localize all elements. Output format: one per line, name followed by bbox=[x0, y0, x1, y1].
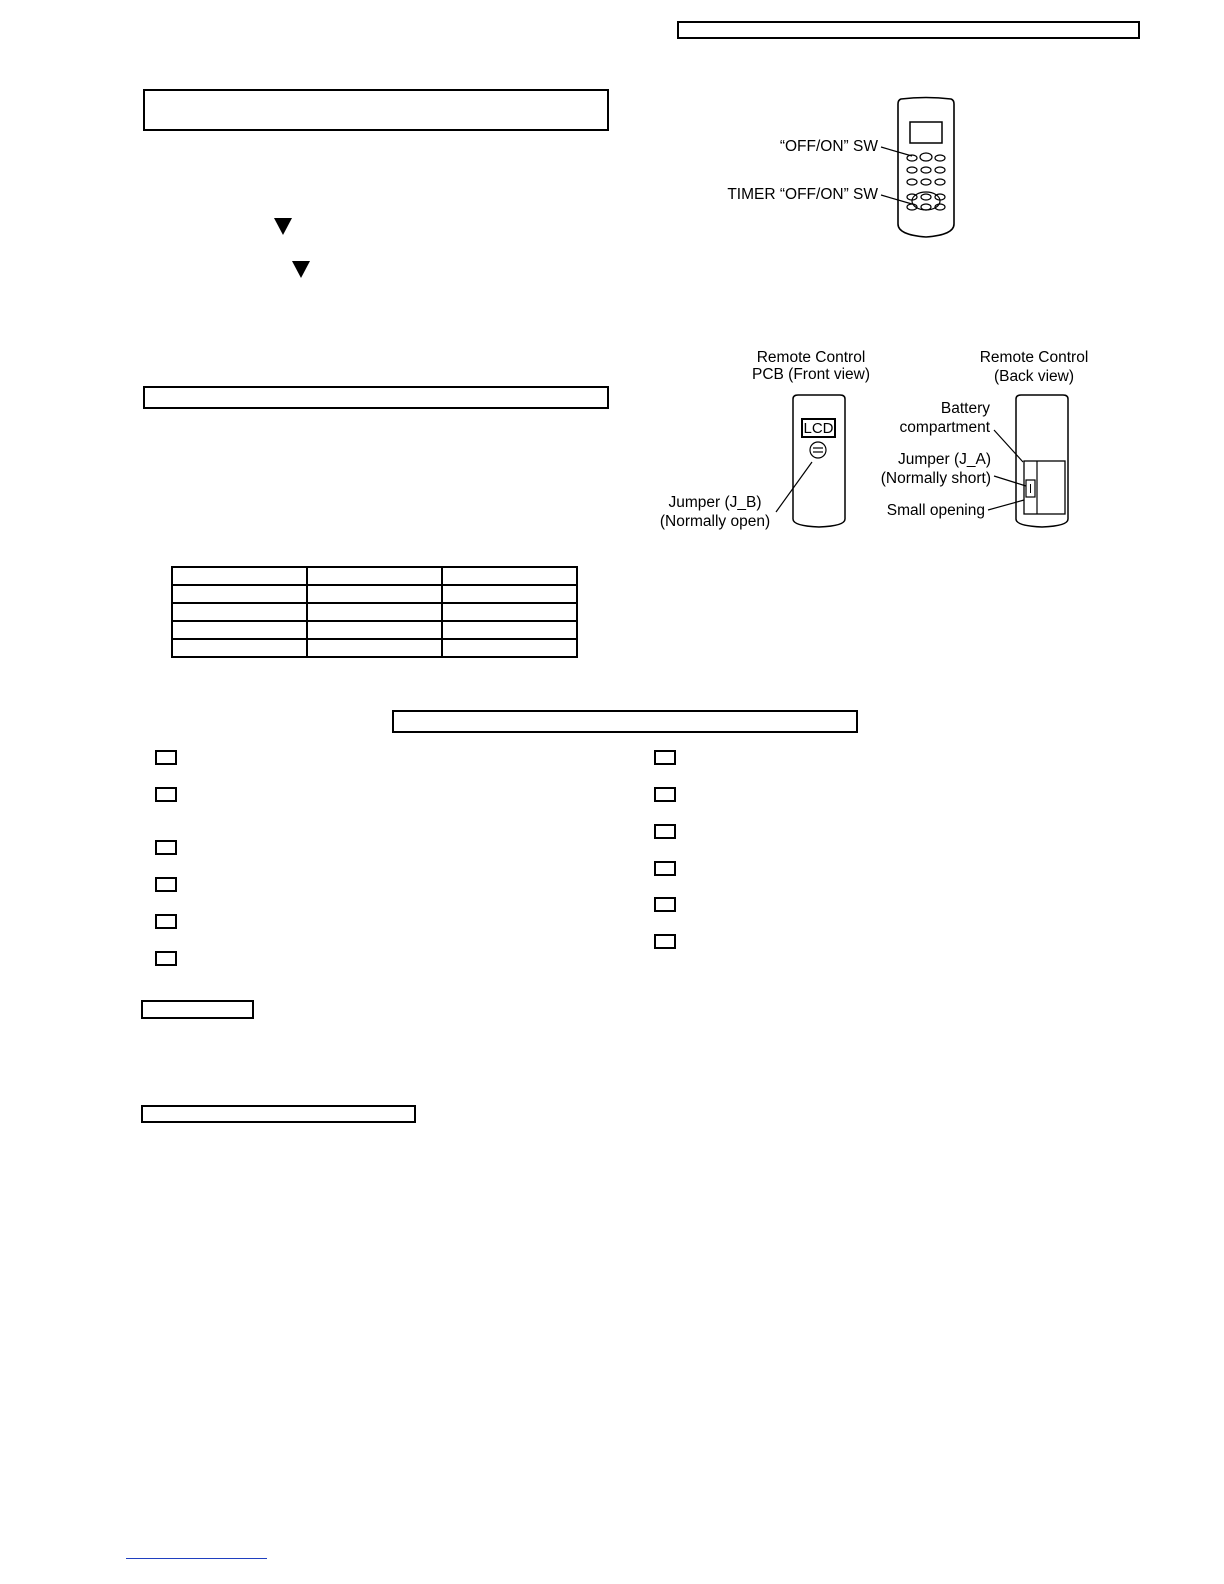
table-row bbox=[172, 639, 577, 657]
table-cell bbox=[307, 621, 442, 639]
table-cell bbox=[307, 567, 442, 585]
table-cell bbox=[307, 639, 442, 657]
small-opening-label: Small opening bbox=[886, 502, 985, 519]
table-row bbox=[172, 621, 577, 639]
jumper-a-label-line1: Jumper (J_A) bbox=[897, 451, 991, 468]
back-title-line1: Remote Control bbox=[979, 349, 1089, 366]
table-cell bbox=[442, 585, 577, 603]
lcd-label: LCD bbox=[803, 420, 834, 437]
battery-label-line1: Battery bbox=[940, 400, 990, 417]
table-row bbox=[172, 585, 577, 603]
off-on-switch-label: “OFF/ON” SW bbox=[779, 138, 878, 155]
table-cell bbox=[172, 639, 307, 657]
table-cell bbox=[172, 603, 307, 621]
table-cell bbox=[307, 585, 442, 603]
code-box bbox=[654, 897, 676, 912]
pcb-front-title-line2: PCB (Front view) bbox=[752, 366, 870, 383]
table-cell bbox=[442, 639, 577, 657]
table-cell bbox=[442, 603, 577, 621]
code-box bbox=[654, 750, 676, 765]
code-box bbox=[654, 787, 676, 802]
subsection-heading-box bbox=[141, 1105, 416, 1123]
code-box bbox=[654, 934, 676, 949]
footer-link-underline[interactable] bbox=[126, 1558, 267, 1559]
jumper-b-label-line2: (Normally open) bbox=[659, 513, 771, 530]
table-cell bbox=[442, 621, 577, 639]
table-cell bbox=[307, 603, 442, 621]
code-box bbox=[155, 840, 177, 855]
pcb-front-title-line1: Remote Control bbox=[756, 349, 866, 366]
timer-off-on-switch-label: TIMER “OFF/ON” SW bbox=[727, 186, 878, 203]
code-box bbox=[155, 787, 177, 802]
table-cell bbox=[442, 567, 577, 585]
table-cell bbox=[172, 621, 307, 639]
setting-table bbox=[171, 566, 578, 658]
battery-label-line2: compartment bbox=[899, 419, 990, 436]
table-cell bbox=[172, 567, 307, 585]
back-title-line2: (Back view) bbox=[993, 368, 1075, 385]
table-cell bbox=[172, 585, 307, 603]
table-row bbox=[172, 603, 577, 621]
section-title-box-3 bbox=[392, 710, 858, 733]
code-box bbox=[155, 914, 177, 929]
jumper-a-label-line2: (Normally short) bbox=[880, 470, 991, 487]
note-heading-box bbox=[141, 1000, 254, 1019]
jumper-b-label-line1: Jumper (J_B) bbox=[668, 494, 762, 511]
code-box bbox=[155, 951, 177, 966]
code-box bbox=[654, 824, 676, 839]
code-box bbox=[155, 877, 177, 892]
table-row bbox=[172, 567, 577, 585]
code-box bbox=[155, 750, 177, 765]
code-box bbox=[654, 861, 676, 876]
